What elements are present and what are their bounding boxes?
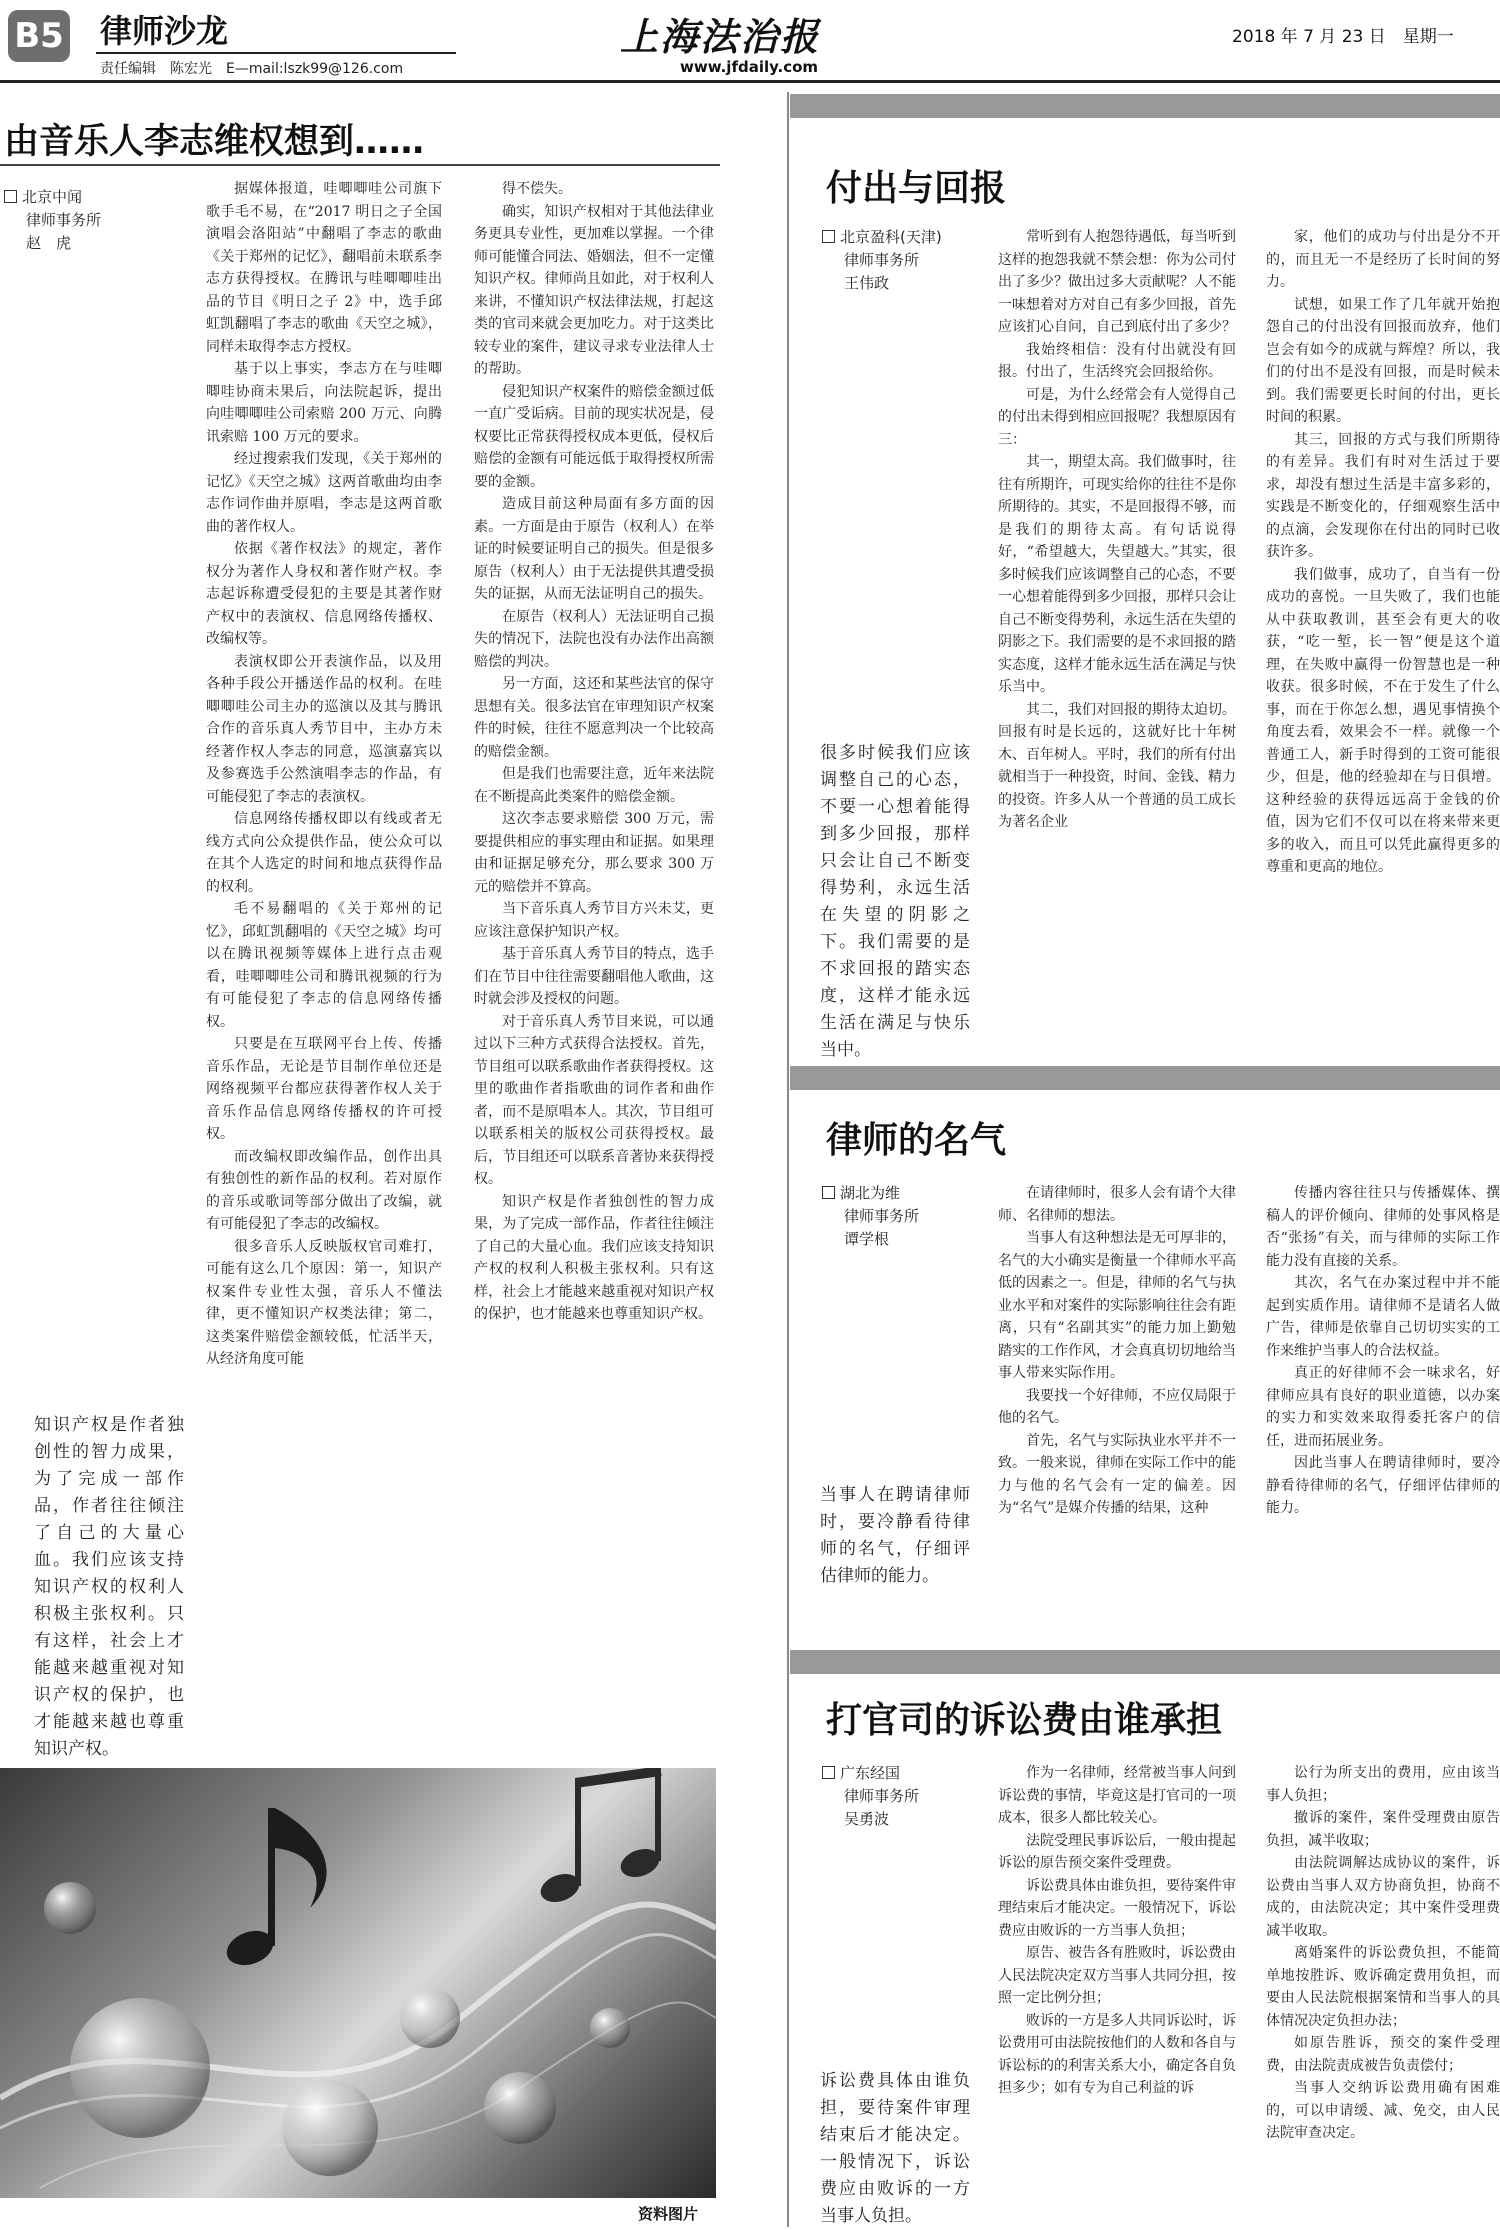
article-byline (822, 1182, 1012, 1251)
byline-firm-line1: 北京盈科(天津) (822, 226, 1012, 249)
music-notes-illustration (0, 1768, 716, 2198)
pull-quote: 很多时候我们应该调整自己的心态，不要一心想着能得到多少回报，那样只会让自己不断变得势利，永远生活在失望的阴影之下。我们需要的是不求回报的踏实态度，这样才能永远生活在满足与快乐当中。 (820, 743, 970, 1060)
body-paragraph: 侵犯知识产权案件的赔偿金额过低一直广受诟病。目前的现实状况是，侵权要比正常获得授权成本更低，侵权后赔偿的金额有可能远低于取得授权所需要的金额。 (474, 383, 714, 490)
body-paragraph: 据媒体报道，哇唧唧哇公司旗下歌手毛不易，在“2017 明日之子全国演唱会洛阳站”中翻唱了李志的歌曲《关于郑州的记忆》，翻唱前未联系李志方获得授权。在腾讯与哇唧唧哇出品的节目《明日之子 2》中，选手邱虹凯翻唱了李志的歌曲《天空之城》，同样未取得李志方授权。 (206, 181, 442, 355)
body-paragraph: 首先，名气与实际执业水平并不一致。一般来说，律师在实际工作中的能力与他的名气会有一定的偏差。因为“名气”是媒介传播的结果，这种 (998, 1432, 1236, 1516)
article-title: 由音乐人李志维权想到…… (4, 122, 425, 162)
body-paragraph: 原告、被告各有胜败时，诉讼费由人民法院决定双方当事人共同分担，按照一定比例分担； (998, 1945, 1236, 2006)
bubble-shape (400, 1988, 460, 2048)
body-column-1 (998, 1182, 1236, 1606)
article-title: 付出与回报 (826, 168, 1007, 209)
body-paragraph: 在请律师时，很多人会有请个大律师、名律师的想法。 (998, 1185, 1236, 1224)
body-paragraph: 真正的好律师不会一味求名，好律师应具有良好的职业道德，以办案的实力和实效来取得委托客户的信任，进而拓展业务。 (1266, 1365, 1500, 1449)
website-link[interactable]: www.jfdaily.com (680, 58, 819, 76)
pull-quote: 当事人在聘请律师时，要冷静看待律师的名气，仔细评估律师的能力。 (820, 1485, 970, 1586)
body-paragraph: 其一，期望太高。我们做事时，往往有所期许，可现实给你的往往不是你所期待的。其实，不是回报得不够，而是我们的期待太高。有句话说得好，“希望越大，失望越大。”其实，很多时候我们应该调整自己的心态，不要一心想着能得到多少回报，那样只会让自己不断变得势利，永远生活在失望的阴影之下。我们需要的是不求回报的踏实态度，这样才能永远生活在满足与快乐当中。 (998, 454, 1236, 695)
byline-firm-line2: 律师事务所 (844, 1787, 920, 1805)
byline-firm-line1: 湖北为维 (822, 1182, 1012, 1205)
body-paragraph: 在原告（权利人）无法证明自己损失的情况下，法院也没有办法作出高额赔偿的判决。 (474, 608, 714, 670)
body-paragraph: 知识产权是作者独创性的智力成果，为了完成一部作品，作者往往倾注了自己的大量心血。我们应该支持知识产权的权利人积极主张权利。只有这样，社会上才能越来越重视对知识产权的保护，也才能越来也尊重知识产权。 (474, 1193, 714, 1322)
byline-firm-line2: 律师事务所 (844, 251, 920, 269)
section-band (790, 1066, 1500, 1090)
body-paragraph: 造成目前这种局面有多方面的因素。一方面是由于原告（权利人）在举证的时候要证明自己的损失。但是很多原告（权利人）由于无法提供其遭受损失的证据，从而无法证明自己的损失。 (474, 496, 714, 602)
body-column-1 (998, 1762, 1236, 2224)
body-paragraph: 诉讼费具体由谁负担，要待案件审理结束后才能决定。一般情况下，诉讼费应由败诉的一方当事人负担； (998, 1877, 1236, 1939)
editor-info: 责任编辑 陈宏光 E—mail:lszk99@126.com (100, 61, 404, 77)
body-paragraph: 我们做事，成功了，自当有一份成功的喜悦。一旦失败了，我们也能从中获取教训，甚至会有更大的收获，“吃一堑，长一智”便是这个道理，在失败中赢得一份智慧也是一种收获。很多时候，不在于发生了什么事，而在于你怎么想，遇见事情换个角度去看，效果会不一样。就像一个普通工人，新手时得到的工资可能很少，但是，他的经验却在与日俱增。这种经验的获得远远高于金钱的价值，因为它们不仅可以在将来带来更多的收入，而且可以凭此赢得更多的尊重和更高的地位。 (1266, 566, 1500, 875)
body-paragraph: 其三，回报的方式与我们所期待的有差异。我们有时对生活过于要求，却没有想过生活是丰富多彩的，实践是不断变化的，仔细观察生活中的点滴，会发现你在付出的同时已收获许多。 (1266, 431, 1500, 560)
body-paragraph: 当事人有这种想法是无可厚非的，名气的大小确实是衡量一个律师水平高低的因素之一。但是，律师的名气与执业水平和对案件的实际影响往往会有距离，只有“名副其实”的能力加上勤勉踏实的工作作风，才会真真切切地给当事人带来实际作用。 (998, 1230, 1236, 1381)
music-note-icon (537, 1768, 663, 1907)
bubble-shape (484, 2072, 556, 2144)
body-paragraph: 很多音乐人反映版权官司难打，可能有这么几个原因：第一，知识产权案件专业性太强，音乐人不懂法律，更不懂知识产权类法律；第二，这类案件赔偿金额较低，忙活半天，从经济角度可能 (206, 1238, 442, 1367)
photo-caption: 资料图片 (638, 2205, 699, 2223)
body-paragraph: 依据《著作权法》的规定，著作权分为著作人身权和著作财产权。李志起诉称遭受侵犯的主要是其著作财产权中的表演权、信息网络传播权、改编权等。 (206, 541, 442, 647)
body-column-2 (1266, 226, 1500, 1016)
body-paragraph: 法院受理民事诉讼后，一般由提起诉讼的原告预交案件受理费。 (998, 1832, 1236, 1871)
body-column-2 (474, 178, 714, 1748)
body-paragraph: 如原告胜诉，预交的案件受理费，由法院责成被告负责偿付； (1266, 2035, 1500, 2074)
byline-author: 赵 虎 (26, 234, 72, 252)
body-paragraph: 离婚案件的诉讼费负担，不能简单地按胜诉、败诉确定费用负担，而要由人民法院根据案情和当事人的具体情况决定负担办法； (1266, 1945, 1500, 2029)
section-title: 律师沙龙 (100, 12, 229, 50)
header-rule (0, 80, 1500, 83)
article-title: 律师的名气 (826, 1120, 1007, 1161)
body-paragraph: 表演权即公开表演作品，以及用各种手段公开播送作品的权利。在哇唧唧哇公司主办的巡演以及其与腾讯合作的音乐真人秀节目中，主办方未经著作权人李志的同意，巡演嘉宾以及参赛选手公然演唱李志的作品，有可能侵犯了李志的表演权。 (206, 653, 442, 805)
body-column-2 (1266, 1182, 1500, 1606)
body-paragraph: 由法院调解达成协议的案件，诉讼费由当事人双方协商负担，协商不成的，由法院决定；其中案件受理费减半收取。 (1266, 1855, 1500, 1939)
bubble-shape (590, 2008, 630, 2048)
article-photo (0, 1768, 716, 2198)
section-underline (96, 52, 456, 54)
body-paragraph: 其二，我们对回报的期待太迫切。回报有时是长远的，这就好比十年树木、百年树人。平时，我们的所有付出就相当于一种投资，时间、金钱、精力的投资。许多人从一个普通的员工成长为著名企业 (998, 701, 1236, 830)
page-badge: B5 (8, 10, 70, 62)
masthead-logo: 上海法治报 (620, 14, 821, 59)
body-paragraph: 讼行为所支出的费用，应由该当事人负担； (1266, 1765, 1500, 1804)
byline-author: 王伟政 (844, 274, 890, 292)
body-paragraph: 但是我们也需要注意，近年来法院在不断提高此类案件的赔偿金额。 (474, 766, 714, 805)
body-paragraph: 可是，为什么经常会有人觉得自己的付出未得到相应回报呢？我想原因有三： (998, 386, 1236, 448)
body-paragraph: 我始终相信：没有付出就没有回报。付出了，生活终究会回报给你。 (998, 341, 1236, 380)
body-paragraph: 对于音乐真人秀节目来说，可以通过以下三种方式获得合法授权。首先，节目组可以联系歌曲作者获得授权。这里的歌曲作者指歌曲的词作者和曲作者，而不是原唱本人。其次，节目组可以联系相关的版权公司获得授权。最后，节目组还可以联系音著协来获得授权。 (474, 1013, 714, 1187)
body-paragraph: 试想，如果工作了几年就开始抱怨自己的付出没有回报而放弃，他们岂会有如今的成就与辉煌？所以，我们的付出不是没有回报，而是时候未到。我们需要更长时间的付出，更长时间的积累。 (1266, 296, 1500, 425)
body-paragraph: 得不偿失。 (502, 181, 572, 197)
body-paragraph: 当事人交纳诉讼费用确有困难的，可以申请缓、减、免交，由人民法院审查决定。 (1266, 2080, 1500, 2141)
pull-quote: 诉讼费具体由谁负担，要待案件审理结束后才能决定。一般情况下，诉讼费应由败诉的一方当事人负担。 (820, 2071, 970, 2226)
body-paragraph: 因此当事人在聘请律师时，要冷静看待律师的名气，仔细评估律师的能力。 (1266, 1455, 1500, 1516)
body-paragraph: 家，他们的成功与付出是分不开的，而且无一不是经历了长时间的努力。 (1266, 229, 1500, 290)
body-paragraph: 基于音乐真人秀节目的特点，选手们在节目中往往需要翻唱他人歌曲，这时就会涉及授权的问题。 (474, 946, 714, 1007)
body-paragraph: 我要找一个好律师，不应仅局限于他的名气。 (998, 1387, 1236, 1426)
bubble-shape (282, 2080, 378, 2176)
square-bullet-icon (822, 1186, 835, 1199)
column-divider (787, 92, 789, 2227)
square-bullet-icon (822, 230, 835, 243)
bubble-shape (44, 1882, 96, 1934)
body-paragraph: 另一方面，这还和某些法官的保守思想有关。很多法官在审理知识产权案件的时候，往往不愿意判决一个比较高的赔偿金额。 (474, 676, 714, 760)
issue-date: 2018 年 7 月 23 日 星期一 (1232, 27, 1454, 47)
body-column-2 (1266, 1762, 1500, 2224)
byline-firm-line2: 律师事务所 (844, 1207, 920, 1225)
body-paragraph: 撤诉的案件，案件受理费由原告负担，减半收取； (1266, 1810, 1500, 1849)
body-paragraph: 当下音乐真人秀节目方兴未艾，更应该注意保护知识产权。 (474, 901, 714, 940)
section-band (790, 94, 1500, 118)
article-byline (4, 186, 194, 255)
article-byline (822, 226, 1012, 295)
music-note-icon (222, 1808, 327, 1971)
body-paragraph: 毛不易翻唱的《关于郑州的记忆》，邱虹凯翻唱的《天空之城》均可以在腾讯视频等媒体上进行点击观看，哇唧唧哇公司和腾讯视频的行为有可能侵犯了李志的信息网络传播权。 (206, 901, 442, 1030)
body-paragraph: 败诉的一方是多人共同诉讼时，诉讼费用可由法院按他们的人数和各自与诉讼标的的利害关系大小，确定各自负担多少；如有专为自己利益的诉 (998, 2012, 1236, 2096)
body-paragraph: 其次，名气在办案过程中并不能起到实质作用。请律师不是请名人做广告，律师是依靠自己切切实实的工作来维护当事人的合法权益。 (1266, 1275, 1500, 1359)
byline-author: 吴勇波 (844, 1810, 890, 1828)
byline-author: 谭学根 (844, 1230, 890, 1248)
body-paragraph: 只要是在互联网平台上传、传播音乐作品，无论是节目制作单位还是网络视频平台都应获得著作权人关于音乐作品信息网络传播权的许可授权。 (206, 1036, 442, 1142)
article-byline (822, 1762, 1012, 1831)
body-paragraph: 信息网络传播权即以有线或者无线方式向公众提供作品，使公众可以在其个人选定的时间和地点获得作品的权利。 (206, 811, 442, 895)
body-paragraph: 基于以上事实，李志方在与哇唧唧哇协商未果后，向法院起诉，提出向哇唧唧哇公司索赔 200 万元、向腾讯索赔 100 万元的要求。 (206, 361, 442, 445)
body-paragraph: 常听到有人抱怨待遇低，每当听到这样的抱怨我就不禁会想：你为公司付出了多少？做出过多大贡献呢？人不能一味想着对方对自己有多少回报，首先应该扪心自问，自己到底付出了多少？ (998, 229, 1236, 335)
pull-quote: 知识产权是作者独创性的智力成果，为了完成一部作品，作者往往倾注了自己的大量心血。我们应该支持知识产权的权利人积极主张权利。只有这样，社会上才能越来越重视对知识产权的保护，也才能越来越也尊重知识产权。 (34, 1415, 184, 1759)
title-rule (0, 164, 720, 166)
byline-firm-line1: 北京中闻 (4, 186, 194, 209)
byline-firm-line2: 律师事务所 (26, 211, 102, 229)
page-header (0, 0, 1500, 90)
square-bullet-icon (4, 190, 17, 203)
body-paragraph: 传播内容往往只与传播媒体、撰稿人的评价倾向、律师的处事风格是否“张扬”有关，而与律师的实际工作能力没有直接的关系。 (1266, 1185, 1500, 1269)
article-title: 打官司的诉讼费由谁承担 (826, 1700, 1223, 1741)
square-bullet-icon (822, 1766, 835, 1779)
section-band (790, 1650, 1500, 1674)
body-column-1 (206, 178, 442, 1748)
body-column-1 (998, 226, 1236, 1016)
body-paragraph: 经过搜索我们发现，《关于郑州的记忆》《天空之城》这两首歌曲均由李志作词作曲并原唱，李志是这两首歌曲的著作权人。 (206, 451, 442, 535)
body-paragraph: 确实，知识产权相对于其他法律业务更具专业性，更加难以掌握。一个律师可能懂合同法、婚姻法，但不一定懂知识产权。律师尚且如此，对于权利人来讲，不懂知识产权法律法规，打起这类的官司来就会更加吃力。对于这类比较专业的案件，建议寻求专业法律人士的帮助。 (474, 203, 714, 377)
bubble-shape (70, 1998, 210, 2138)
byline-firm-line1: 广东经国 (822, 1762, 1012, 1785)
body-paragraph: 作为一名律师，经常被当事人问到诉讼费的事情，毕竟这是打官司的一项成本，很多人都比较关心。 (998, 1765, 1236, 1826)
body-paragraph: 这次李志要求赔偿 300 万元，需要提供相应的事实理由和证据。如果理由和证据足够充分，那么要求 300 万元的赔偿并不算高。 (474, 811, 714, 895)
body-paragraph: 而改编权即改编作品，创作出具有独创性的新作品的权利。若对原作的音乐或歌词等部分做出了改编，就有可能侵犯了李志的改编权。 (206, 1148, 442, 1232)
